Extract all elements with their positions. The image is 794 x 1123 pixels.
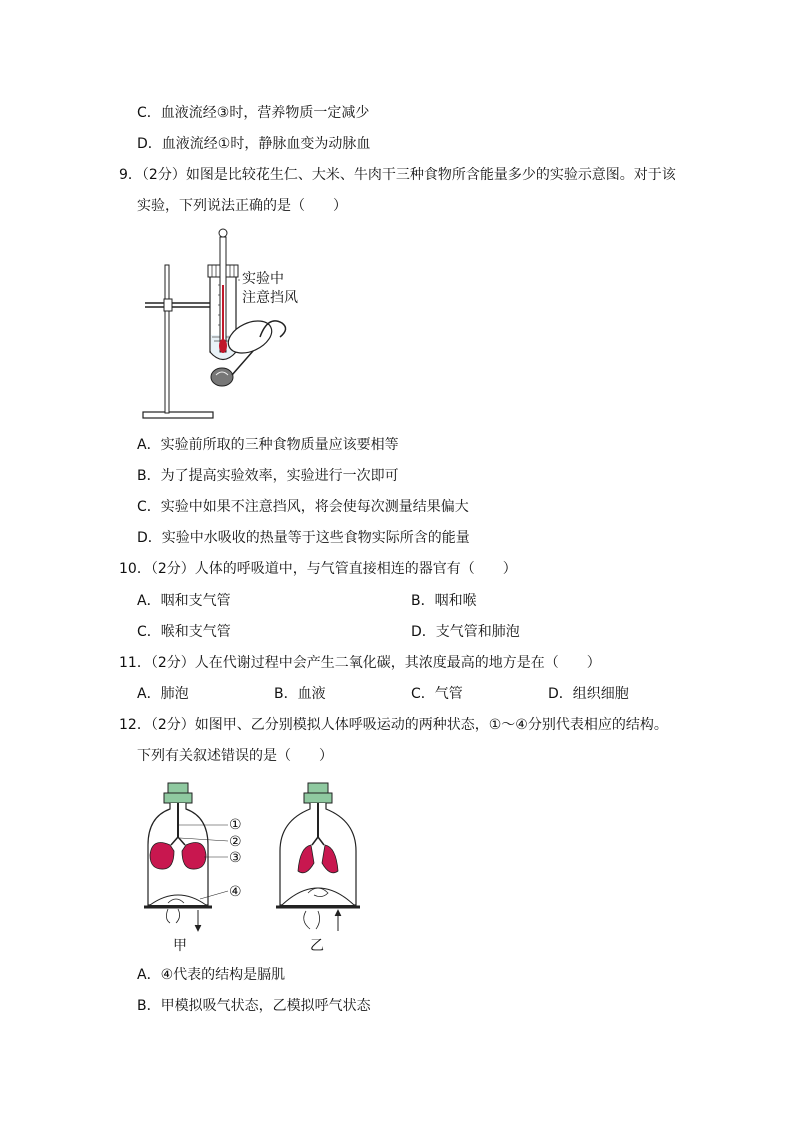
label-1: ①	[229, 817, 242, 833]
q9-calorimeter-figure	[140, 225, 340, 425]
q9-option-d: D．实验中水吸收的热量等于这些食物实际所含的能量	[137, 530, 470, 546]
q9-option-c: C．实验中如果不注意挡风，将会使每次测量结果偏大	[137, 499, 469, 515]
q11-option-a: A．肺泡	[137, 686, 189, 702]
q11-option-d: D．组织细胞	[548, 686, 629, 702]
jar-jia	[144, 783, 228, 931]
q12-bell-jar-figure	[140, 775, 380, 960]
jar-yi	[276, 783, 360, 931]
q11-option-b: B．血液	[274, 686, 326, 702]
q11-option-c: C．气管	[411, 686, 463, 702]
q10-option-c: C．喉和支气管	[137, 624, 231, 640]
q10-option-d: D．支气管和肺泡	[411, 624, 520, 640]
q8-option-d: D．血液流经①时，静脉血变为动脉血	[137, 136, 371, 152]
q8-option-c: C．血液流经③时，营养物质一定减少	[137, 105, 370, 121]
label-3: ③	[229, 850, 242, 866]
calorimeter-drawing	[140, 225, 340, 425]
label-jia: 甲	[173, 938, 187, 954]
q12-stem-line2: 下列有关叙述错误的是（ ）	[137, 748, 333, 764]
q12-option-a: A．④代表的结构是膈肌	[137, 967, 286, 983]
q12-option-b: B．甲模拟吸气状态，乙模拟呼气状态	[137, 998, 371, 1014]
q11-stem: 11．（2分）人在代谢过程中会产生二氧化碳，其浓度最高的地方是在（ ）	[119, 655, 601, 671]
q9-option-a: A．实验前所取的三种食物质量应该要相等	[137, 437, 399, 453]
q10-stem: 10．（2分）人体的呼吸道中，与气管直接相连的器官有（ ）	[119, 561, 517, 577]
q9-stem-line1: 9．（2分）如图是比较花生仁、大米、牛肉干三种食物所含能量多少的实验示意图。对于该	[119, 167, 676, 183]
label-4: ④	[229, 884, 242, 900]
label-yi: 乙	[310, 938, 324, 954]
q10-option-a: A．咽和支气管	[137, 593, 231, 609]
figure-note-line1: 实验中	[242, 271, 284, 287]
q9-option-b: B．为了提高实验效率，实验进行一次即可	[137, 468, 399, 484]
figure-note-line2: 注意挡风	[242, 290, 298, 306]
q9-stem-line2: 实验，下列说法正确的是（ ）	[137, 198, 347, 214]
bell-jar-drawing	[140, 775, 380, 960]
q10-option-b: B．咽和喉	[411, 593, 477, 609]
label-2: ②	[229, 834, 242, 850]
q12-stem-line1: 12．（2分）如图甲、乙分别模拟人体呼吸运动的两种状态，①～④分别代表相应的结构。	[119, 717, 668, 733]
